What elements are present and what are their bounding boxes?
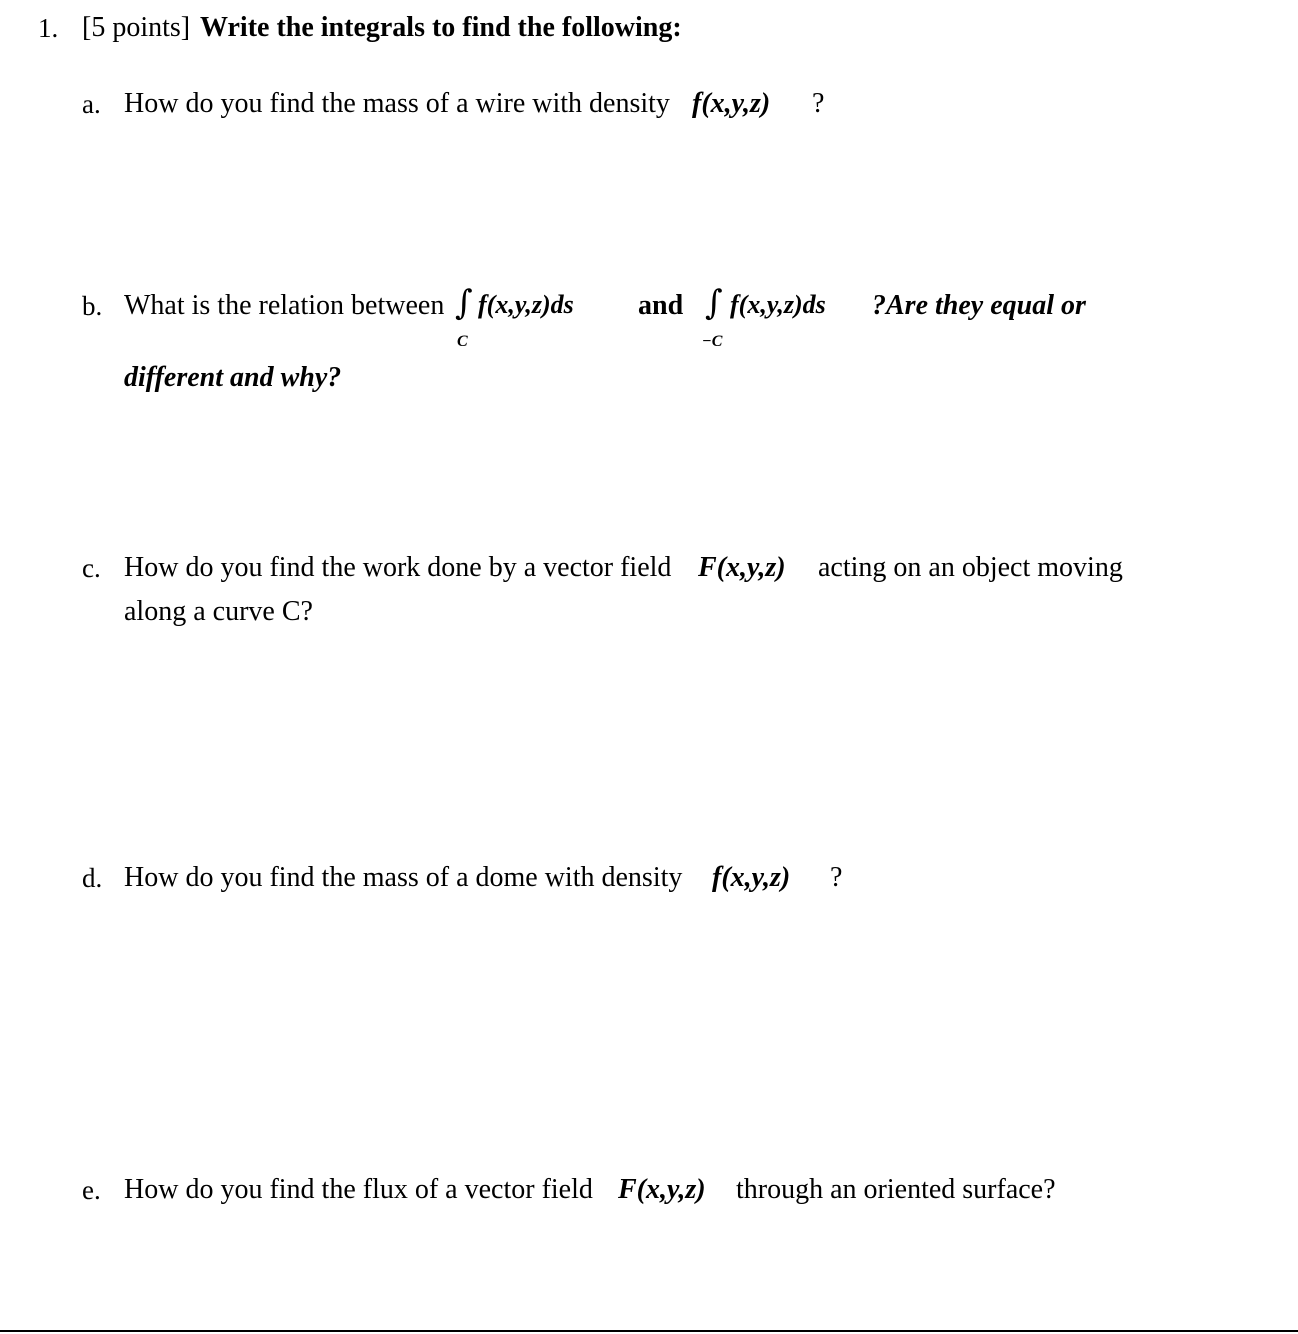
part-b-question-line1: ?Are they equal or [872,290,1086,321]
part-b-marker: b. [82,291,103,321]
part-d-text: How do you find the mass of a dome with density [124,862,683,893]
part-b-connector: and [638,290,684,321]
integral-2-body: f(x,y,z)ds [730,290,826,319]
part-c-text-before: How do you find the work done by a vector field [124,552,672,583]
part-d-question-mark: ? [830,862,843,893]
part-e-marker: e. [82,1175,101,1205]
part-c-vector-field: F(x,y,z) [698,552,786,583]
part-b-question-line2: different and why? [124,362,342,393]
question-points: [5 points] [82,12,191,43]
part-e-text-before: How do you find the flux of a vector field [124,1174,593,1205]
part-e-text-after: through an oriented surface? [736,1174,1056,1205]
part-c-text-after: acting on an object moving [818,552,1123,583]
part-a-density: f(x,y,z) [692,88,771,119]
question-number: 1. [38,13,59,43]
part-b-text: What is the relation between [124,290,445,321]
bottom-divider [0,1330,1298,1332]
part-d-density: f(x,y,z) [712,862,791,893]
question-instruction: Write the integrals to find the following: [200,12,682,43]
part-c-marker: c. [82,553,101,583]
part-a-text: How do you find the mass of a wire with density [124,88,670,119]
integral-2-subscript: −C [702,333,723,350]
part-c-line2: along a curve C? [124,596,313,627]
part-a-question-mark: ? [812,88,825,119]
integral-sign-2: ∫ [705,283,723,323]
part-a-marker: a. [82,89,101,119]
integral-sign-1: ∫ [455,283,473,323]
part-e-vector-field: F(x,y,z) [618,1174,706,1205]
integral-1-body: f(x,y,z)ds [478,290,574,319]
part-d-marker: d. [82,863,103,893]
integral-1-subscript: C [457,333,468,350]
